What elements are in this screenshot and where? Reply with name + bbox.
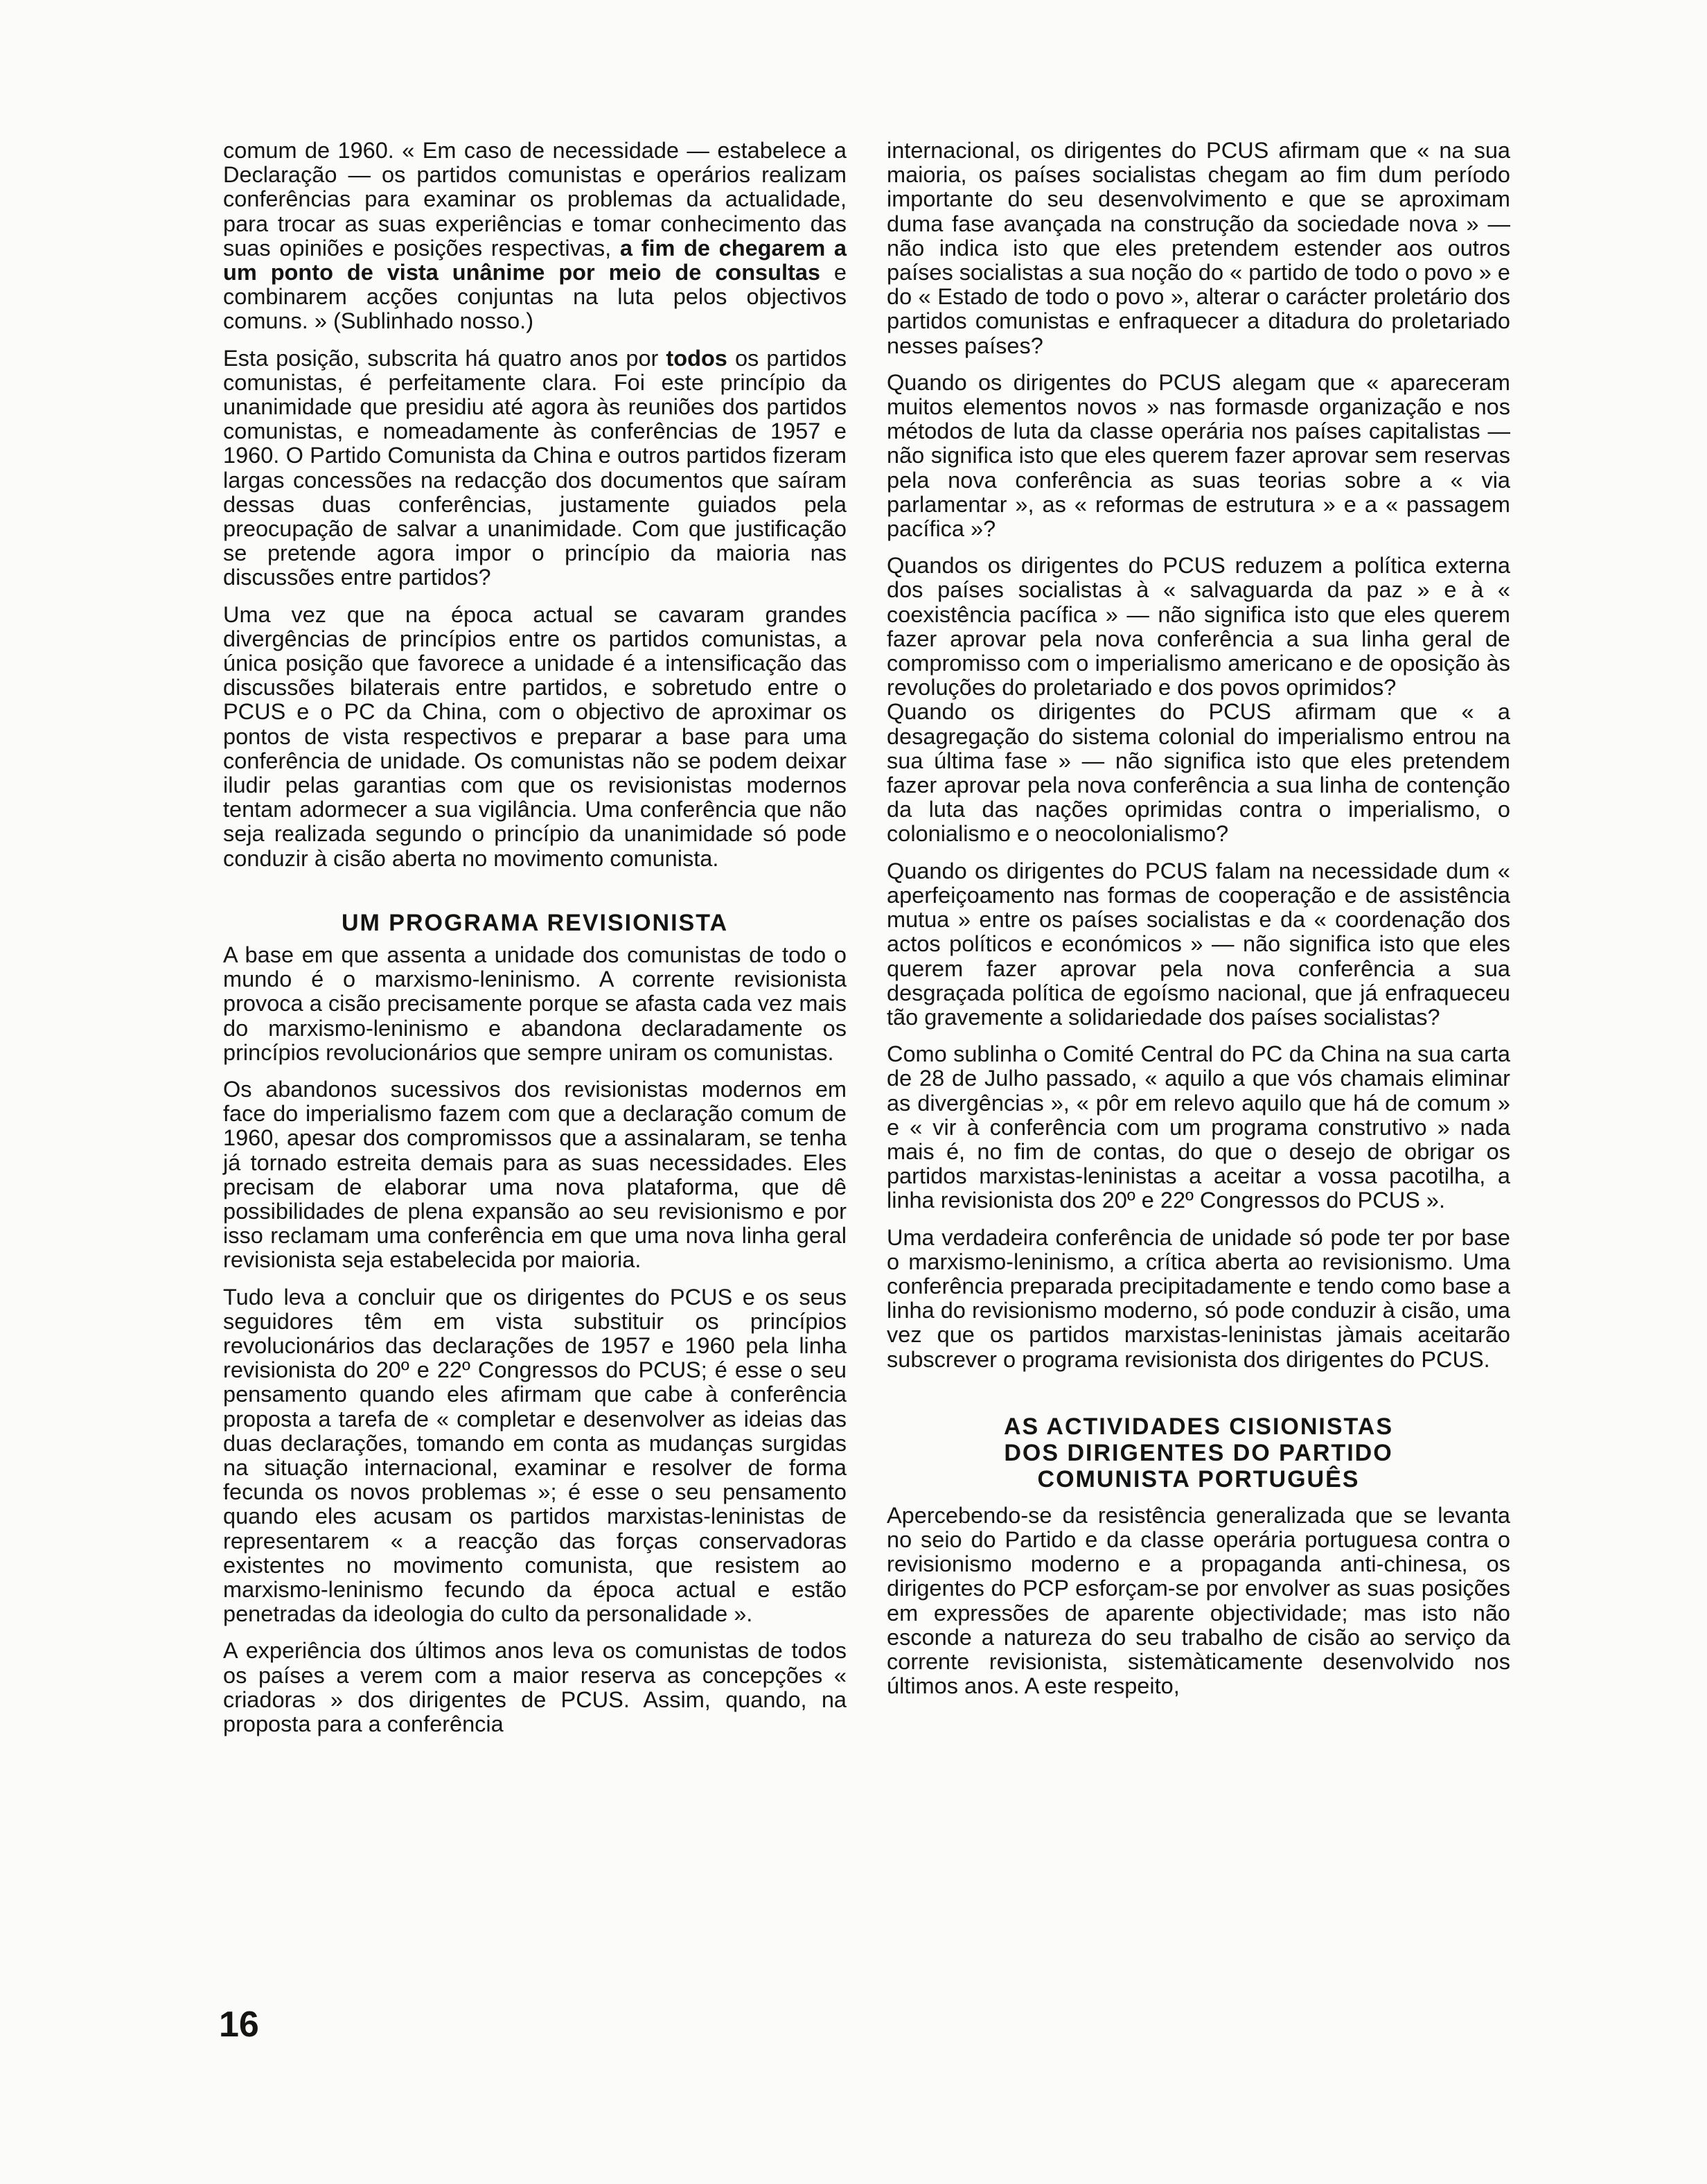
paragraph: Os abandonos sucessivos dos revisionistas modernos em face do imperialismo fazem com que a declaração comum de 1960, apesar dos compromissos que a assinalaram, se tenha já tornado estreita demais para as suas necessidades. Eles precisam de elaborar uma nova plataforma, que dê possibilidades de plena expansão ao seu revisionismo e por isso reclamam uma conferência em que uma nova linha geral revisionista seja estabelecida por maioria. xyxy=(223,1076,847,1273)
paragraph: comum de 1960. « Em caso de necessidade — estabelece a Declaração — os partidos comunistas e operários realizam conferências para examinar os problemas da actualidade, para trocar as suas experiências e tomar conhecimento das suas opiniões e posições respectivas, a fim de chegarem a um ponto de vista unânime por meio de consultas e combinarem acções conjuntas na luta pelos objectivos comuns. » (Sublinhado nosso.) xyxy=(223,138,847,334)
paragraph: Quando os dirigentes do PCUS alegam que « apareceram muitos elementos novos » nas formasde organização e nos métodos de luta da classe operária nos países capitalistas — não significa isto que eles querem fazer aprovar sem reservas pela nova conferência as suas teorias sobre a « via parlamentar », as « reformas de estrutura » e a « passagem pacífica »? xyxy=(887,369,1510,542)
paragraph: Uma verdadeira conferência de unidade só pode ter por base o marxismo-leninismo, a crítica aberta ao revisionismo. Uma conferência preparada precipitadamente e tendo como base a linha do revisionismo moderno, só pode conduzir à cisão, uma vez que os partidos marxistas-leninistas jàmais aceitarão subscrever o programa revisionista dos dirigentes do PCUS. xyxy=(887,1224,1510,1372)
paragraph: Quando os dirigentes do PCUS falam na necessidade dum « aperfeiçoamento nas formas de cooperação e de assistência mutua » entre os países socialistas e da « coordenação dos actos políticos e económicos » — não significa isto que eles querem fazer aprovar pela nova conferência a sua desgraçada política de egoísmo nacional, que já enfraqueceu tão gravemente a solidariedade dos países socialistas? xyxy=(887,858,1510,1030)
page-number: 16 xyxy=(219,2005,259,2045)
paragraph: Apercebendo-se da resistência generalizada que se levanta no seio do Partido e da classe operária portuguesa contra o revisionismo moderno e a propaganda anti-chinesa, os dirigentes do PCP esforçam-se por envolver as suas posições em expressões de aparente objectividade; mas isto não esconde a natureza do seu trabalho de cisão ao serviço da corrente revisionista, sistemàticamente desenvolvido nos últimos anos. A este respeito, xyxy=(887,1502,1510,1699)
paragraph: Como sublinha o Comité Central do PC da China na sua carta de 28 de Julho passado, « aquilo a que vós chamais eliminar as divergências », « pôr em relevo aquilo que há de comum » e « vir à conferência com um programa construtivo » nada mais é, no fim de contas, do que o desejo de obrigar os partidos marxistas-leninistas a aceitar a vossa pacotilha, a linha revisionista dos 20º e 22º Congressos do PCUS ». xyxy=(887,1041,1510,1213)
paragraph: internacional, os dirigentes do PCUS afirmam que « na sua maioria, os países socialistas chegam ao fim dum período importante do seu desenvolvimento e que se aproximam duma fase avançada na construção da sociedade nova » — não indica isto que eles pretendem estender aos outros países socialistas a sua noção do « partido de todo o povo » e do « Estado de todo o povo », alterar o carácter proletário dos partidos comunistas e enfraquecer a ditadura do proletariado nesses países? xyxy=(887,138,1510,358)
paragraph: Uma vez que na época actual se cavaram grandes divergências de princípios entre os partidos comunistas, a única posição que favorece a unidade é a intensificação das discussões bilaterais entre partidos, e sobretudo entre o PCUS e o PC da China, com o objectivo de aproximar os pontos de vista respectivos e preparar a base para uma conferência de unidade. Os comunistas não se podem deixar iludir pelas garantias com que os revisionistas modernos tentam adormecer a sua vigilância. Uma conferência que não seja realizada segundo o princípio da unanimidade só pode conduzir à cisão aberta no movimento comunista. xyxy=(223,601,847,871)
section-heading xyxy=(887,1414,1510,1492)
emphasis-text: todos xyxy=(666,345,727,371)
emphasis-text: a fim de chegarem a um ponto de vista unânime por meio de consultas xyxy=(223,235,847,285)
heading-line: COMUNISTA PORTUGUÊS xyxy=(1037,1465,1360,1492)
paragraph: Tudo leva a concluir que os dirigentes do PCUS e os seus seguidores têm em vista substituir os princípios revolucionários das declarações de 1957 e 1960 pela linha revisionista do 20º e 22º Congressos do PCUS; é esse o seu pensamento quando eles afirmam que cabe à conferência proposta a tarefa de « completar e desenvolver as ideias das duas declarações, tomando em conta as mudanças surgidas na situação internacional, examinar e resolver de forma fecunda os novos problemas »; é esse o seu pensamento quando eles acusam os partidos marxistas-leninistas de representarem « a reacção das forças conservadoras existentes no movimento comunista, que resistem ao marxismo-leninismo fecundo da época actual e estão penetradas da ideologia do culto da personalidade ». xyxy=(223,1284,847,1627)
left-column xyxy=(223,139,847,1736)
heading-line: DOS DIRIGENTES DO PARTIDO xyxy=(1004,1439,1393,1466)
paragraph: Quandos os dirigentes do PCUS reduzem a política externa dos países socialistas à « salvaguarda da paz » e à « coexistência pacífica » — não significa isto que eles querem fazer aprovar pela nova conferência a sua linha geral de compromisso com o imperialismo americano e de oposição às revoluções do proletariado e dos povos oprimidos? xyxy=(887,553,1510,701)
heading-line: AS ACTIVIDADES CISIONISTAS xyxy=(1003,1413,1394,1440)
section-heading: UM PROGRAMA REVISIONISTA xyxy=(341,909,729,936)
paragraph: A base em que assenta a unidade dos comunistas de todo o mundo é o marxismo-leninismo. A corrente revisionista provoca a cisão precisamente porque se afasta cada vez mais do marxismo-leninismo e abandona declaradamente os princípios revolucionários que sempre uniram os comunistas. xyxy=(223,942,847,1065)
paragraph: A experiência dos últimos anos leva os comunistas de todos os países a verem com a maior reserva as concepções « criadoras » dos dirigentes de PCUS. Assim, quando, na proposta para a conferência xyxy=(223,1638,847,1736)
right-column xyxy=(887,139,1510,1698)
paragraph: Quando os dirigentes do PCUS afirmam que « a desagregação do sistema colonial do imperialismo entrou na sua última fase » — não significa isto que eles pretendem fazer aprovar pela nova conferência a sua linha de contenção da luta das nações oprimidas contra o imperialismo, o colonialismo e o neocolonialismo? xyxy=(887,699,1510,847)
paragraph: Esta posição, subscrita há quatro anos por todos os partidos comunistas, é perfeitamente clara. Foi este princípio da unanimidade que presidiu até agora às reuniões dos partidos comunistas, e nomeadamente às conferências de 1957 e 1960. O Partido Comunista da China e outros partidos fizeram largas concessões na redacção dos documentos que saíram dessas duas conferências, justamente guiados pela preocupação de salvar a unanimidade. Com que justificação se pretende agora impor o princípio da maioria nas discussões entre partidos? xyxy=(223,345,847,590)
